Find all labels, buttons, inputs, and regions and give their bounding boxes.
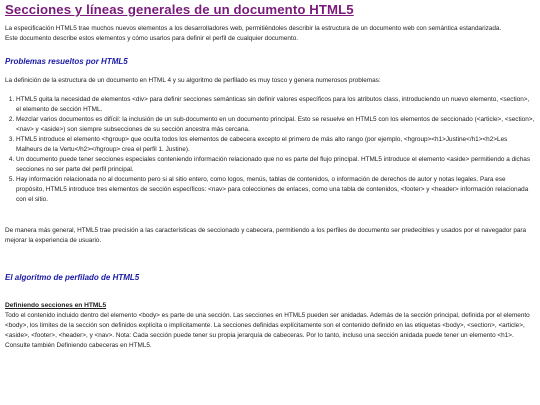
list-item: 2. Mezclar varios documentos es difícil: la inclusión de un sub-documento en un documento principal. Esto se resuelve en HTML5 con los elementos de seccionado (<article>, <section>, <nav> y <aside>) son siempre subsecciones de su sección ancestra más cercana.	[16, 115, 535, 135]
sections-paragraph: Todo el contenido incluido dentro del elemento <body> es parte de una sección. Las secciones en HTML5 pueden ser anidadas. Además de la sección principal, definida por el elemento <body>, los límites de la sección son definidos explícita o implícitamente. La secciones definidas explícitamente son el contenido definido en las etiquetas <body>, <section>, <article>, <aside>, <footer>, <header>, y <nav>. Nota: Cada sección puede tener su propia jerarquía de cabeceras. Por lo tanto, incluso una sección anidada puede tener un elemento <h1>. Consulte también Definiendo cabeceras en HTML5.	[5, 312, 530, 349]
list-item: 1. HTML5 quita la necesidad de elementos <div> para definir secciones semánticas sin definir valores específicos para los atributos class, introduciendo un nuevo elemento, <section>, el elemento de sección HTML.	[16, 95, 535, 115]
intro-line-1: La especificación HTML5 trae muchos nuevos elementos a los desarrolladores web, permitiéndoles describir la estructura de un documento web con semántica estandarizada.	[5, 25, 502, 32]
heading-problems: Problemas resueltos por HTML5	[5, 57, 128, 66]
list-item: 3. HTML5 introduce el elemento <hgroup> que oculta todos los elementos de cabecera excepto el primero de más alto rango (por ejemplo, <hgroup><h1>Justine</h1><h2>Les Malheurs de la Vertu</h2></hgroup> crea el perfil 1. Justine).	[16, 135, 535, 155]
summary-paragraph: De manera más general, HTML5 trae precisión a las características de seccionado y cabecera, permitiendo a los perfiles de documento ser predecibles y usados por el navegador para mejorar la experiencia de usuario.	[5, 227, 527, 244]
subheading-defining-sections: Definiendo secciones en HTML5	[5, 302, 107, 309]
definition-paragraph: La definición de la estructura de un documento en HTML 4 y su algoritmo de perfilado es muy tosco y genera numerosos problemas:	[5, 77, 381, 84]
heading-algorithm: El algoritmo de perfilado de HTML5	[5, 273, 140, 282]
intro-line-2: Este documento describe estos elementos y cómo usarlos para definir el perfil de cualquier documento.	[5, 35, 299, 42]
list-item: 5. Hay información relacionada no al documento pero si al sitio entero, como logos, menús, tablas de contenidos, o información de derechos de autor y notas legales. Para ese propósito, HTML5 introduce tres elementos de sección específicos: <nav> para colecciones de enlaces, como una tabla de contenidos, <footer> y <header> información relacionada con el sitio.	[16, 175, 535, 205]
page-title: Secciones y líneas generales de un documento HTML5	[5, 2, 354, 17]
intro-paragraph	[5, 24, 535, 44]
list-item: 4. Un documento puede tener secciones especiales conteniendo información relacionado que no es parte del flujo principal. HTML5 introduce el elemento <aside> permitiendo a dichas secciones no ser parte del perfil principal.	[16, 155, 535, 175]
problems-list	[5, 95, 535, 205]
